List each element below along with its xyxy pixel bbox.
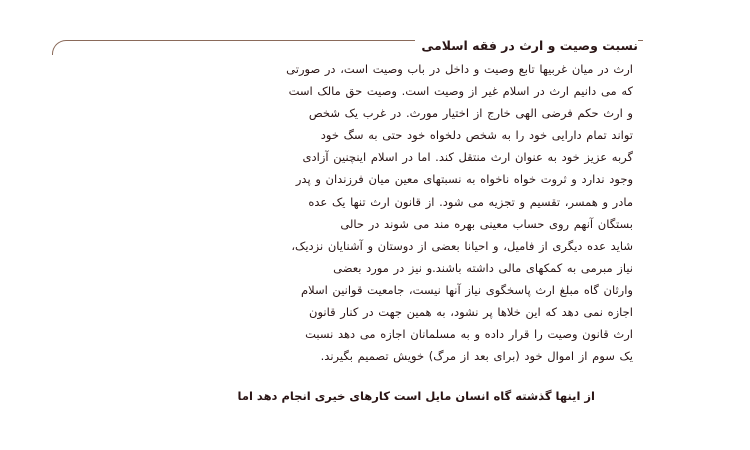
closing-line: از اینها گذشته گاه انسان مایل است کارهای خیری انجام دهد اما [237, 389, 595, 403]
paragraph-line: وجود ندارد و ثروت خواه ناخواه به نسبتهای معین میان فرزندان و پدر [295, 172, 633, 187]
paragraph-line: مادر و همسر، تقسیم و تجزیه می شود. از قانون ارث تنها یک عده [308, 194, 633, 209]
paragraph-line: تواند تمام دارایی خود را به شخص دلخواه خود حتی به سگ خود [320, 128, 633, 143]
body-paragraph [98, 58, 633, 367]
paragraph-line: ارث قانون وصیت را قرار داده و به مسلمانان اجازه می دهد نسبت [305, 327, 633, 342]
paragraph-line: اجازه نمی دهد که این خلاها پر نشود، به همین جهت در کنار قانون [309, 305, 633, 320]
paragraph-line: ارث در میان غربیها تابع وصیت و داخل در باب وصیت است، در صورتی [286, 62, 633, 76]
paragraph-line: و ارث حکم فرضی الهی خارج از اختیار مورث. در غرب یک شخص [308, 106, 633, 121]
paragraph-line: یک سوم از اموال خود (برای بعد از مرگ) خویش تصمیم بگیرند. [320, 349, 633, 364]
paragraph-line: وارثان گاه مبلغ ارث پاسخگوی نیاز آنها نیست، جامعیت قوانین اسلام [300, 282, 633, 297]
paragraph-line: نیاز مبرمی به کمکهای مالی داشته باشند.و نیز در مورد بعضی [333, 260, 633, 275]
paragraph-line: که می دانیم ارث در اسلام غیر از وصیت است. وصیت حق مالک است [288, 84, 633, 99]
document-title: نسبت وصیت و ارث در فقه اسلامی [415, 38, 638, 53]
paragraph-line: بستگان آنهم روی حساب معینی بهره مند می شوند در حالی [340, 216, 633, 231]
paragraph-line: شاید عده دیگری از فامیل، و احیانا بعضی از دوستان و آشنایان نزدیک، [291, 238, 633, 253]
paragraph-line: گربه عزیز خود به عنوان ارث منتقل کند. اما در اسلام اینچنین آزادی [302, 150, 633, 165]
